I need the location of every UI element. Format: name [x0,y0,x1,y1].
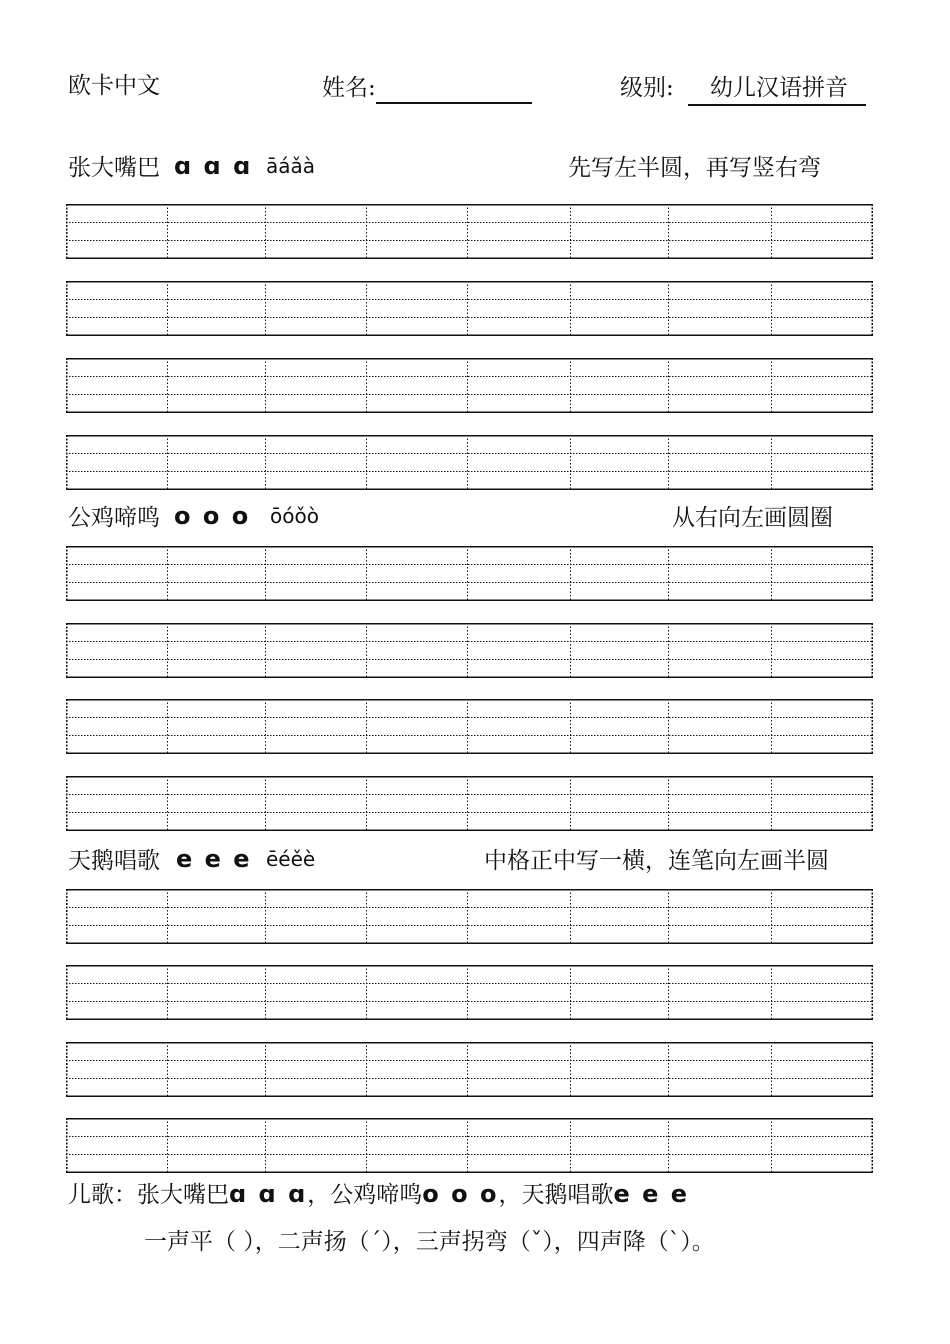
section-pinyin: o o o [174,502,251,530]
name-label: 姓名: [322,75,376,101]
brand-name: 欧卡中文 [68,73,160,99]
nursery-rhyme [68,1180,689,1209]
rhyme-pinyin-e: e e e [613,1180,689,1208]
rhyme-text-1: 儿歌：张大嘴巴 [68,1182,229,1208]
four-line-grid[interactable] [66,1118,873,1173]
grid-lines [66,965,873,1020]
section-tones: ēéěè [266,847,316,871]
rhyme-text-2: ，公鸡啼鸣 [307,1182,423,1208]
section-instruction: 从右向左画圆圈 [672,505,833,531]
level-underline [688,104,866,106]
rhyme-text-3: ，天鹅唱歌 [498,1182,614,1208]
rhyme-pinyin-o: o o o [422,1180,499,1208]
grid-lines [66,699,873,754]
grid-lines [66,546,873,601]
four-line-grid[interactable] [66,776,873,831]
grid-lines [66,1118,873,1173]
four-line-grid[interactable] [66,623,873,678]
grid-lines [66,435,873,490]
four-line-grid[interactable] [66,546,873,601]
four-line-grid[interactable] [66,435,873,490]
tone-rule: 一声平（ ），二声扬（ˊ），三声拐弯（ˇ），四声降（ˋ）。 [144,1229,715,1255]
name-blank-field[interactable] [376,80,532,104]
grid-lines [66,204,873,259]
section-pinyin: e e e [176,845,252,873]
section-title: 天鹅唱歌 [68,848,160,874]
four-line-grid[interactable] [66,889,873,944]
grid-lines [66,358,873,413]
grid-lines [66,889,873,944]
grid-lines [66,776,873,831]
grid-lines [66,281,873,336]
four-line-grid[interactable] [66,358,873,413]
grid-lines [66,623,873,678]
four-line-grid[interactable] [66,281,873,336]
four-line-grid[interactable] [66,965,873,1020]
four-line-grid[interactable] [66,204,873,259]
section-pinyin: ɑ ɑ ɑ [174,152,253,180]
section-tones: āáǎà [266,154,316,178]
section-tones: ōóǒò [270,504,319,528]
section-title: 公鸡啼鸣 [68,505,160,531]
four-line-grid[interactable] [66,699,873,754]
four-line-grid[interactable] [66,1042,873,1097]
level-label: 级别: [620,75,674,101]
rhyme-pinyin-a: ɑ ɑ ɑ [229,1180,308,1208]
level-value: 幼儿汉语拼音 [710,75,848,101]
section-instruction: 先写左半圆，再写竖右弯 [568,155,821,181]
grid-lines [66,1042,873,1097]
section-instruction: 中格正中写一横，连笔向左画半圆 [484,848,829,874]
section-title: 张大嘴巴 [68,155,160,181]
